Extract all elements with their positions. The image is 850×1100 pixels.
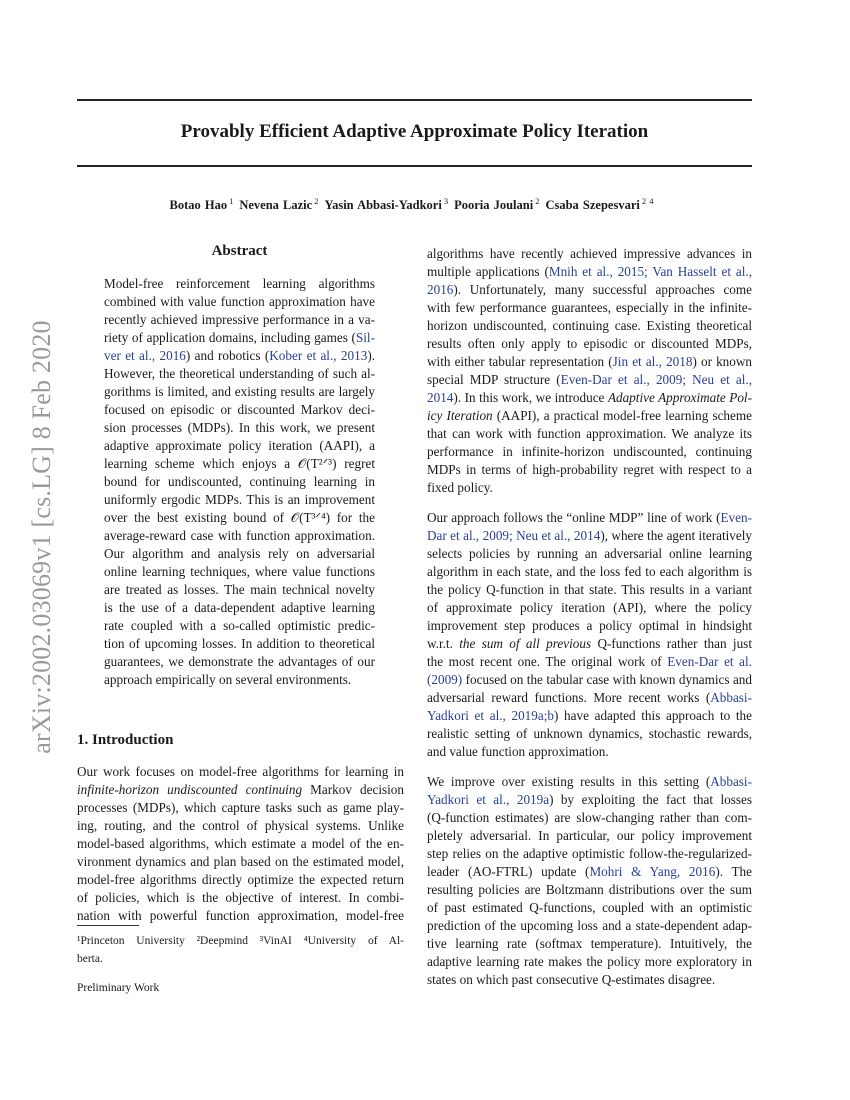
author-affiliation-mark: 3 (443, 196, 449, 206)
text-line: ver et al., 2016) and robotics (Kober et al., 2013). (104, 348, 376, 363)
text-line: that can work with function approximation. We analyze its (427, 426, 752, 441)
right-paragraph-1 (427, 245, 752, 497)
text-line: (Q-function estimates) are slow-changing rather than com- (427, 810, 752, 825)
text-line: Our work focuses on model-free algorithms for learning in (77, 764, 404, 779)
text-line: Yadkori et al., 2019a) by exploiting the fact that losses (427, 792, 752, 807)
text-line: the policy Q-function in that state. This results in a variant (427, 582, 752, 597)
text-line: processes (MDPs), which capture tasks such as game play- (77, 800, 404, 815)
text-line: algorithm in each state, and the loss fed to each algorithm is (427, 564, 752, 579)
text-line: model-based algorithms, which estimate a model of the en- (77, 836, 404, 851)
text-line: adversarial reward functions. More recent works (Abbasi- (427, 690, 752, 705)
text-line: bound for undiscounted, continuing learning in (104, 474, 375, 489)
text-line: pletely adversarial. In particular, our policy improvement (427, 828, 752, 843)
text-line: states on which past consecutive Q-estimates disagree. (427, 972, 716, 987)
abstract-body (104, 275, 375, 689)
text-line: focused on episodic or discounted Markov deci- (104, 402, 375, 417)
text-line: the most recent one. The original work of Even-Dar et al. (427, 654, 752, 669)
text-line: special MDP structure (Even-Dar et al., 2009; Neu et al., (427, 372, 752, 387)
text-line: guarantees, we demonstrate the advantages of our (104, 654, 375, 669)
author-affiliation-mark: 2 (535, 196, 540, 206)
text-line: Yadkori et al., 2019a;b) have adapted this approach to the (427, 708, 752, 723)
text-line: with either tabular representation (Jin et al., 2018) or known (427, 354, 752, 369)
text-line: recently achieved impressive performance in a va- (104, 312, 375, 327)
author-name: Botao Hao (169, 198, 228, 213)
preliminary-work-note: Preliminary Work (77, 982, 160, 994)
text-line: Our approach follows the “online MDP” line of work (Even- (427, 510, 752, 525)
text-line: ing, routing, and the control of physical systems. Unlike (77, 818, 404, 833)
text-line: realistic setting of unknown dynamics, stochastic rewards, (427, 726, 752, 741)
title-top-rule (77, 99, 752, 101)
author-name: Csaba Szepesvari (545, 198, 640, 213)
text-line: tive learning rate (softmax temperature). Intuitively, the (427, 936, 752, 951)
text-line: vironment dynamics and plan based on the estimated model, (77, 854, 404, 869)
text-line: adaptive approximate policy iteration (AAPI), a (104, 438, 375, 453)
footnote-rule (77, 925, 139, 926)
text-line: However, the theoretical understanding of such al- (104, 366, 375, 381)
text-line: approach empirically on several environments. (104, 672, 352, 687)
footnote-line-2: berta. (77, 953, 103, 965)
text-line: icy Iteration (AAPI), a practical model-free learning scheme (427, 408, 752, 423)
text-line: over the best existing bound of 𝒪(T³ᐟ⁴) for the (104, 510, 375, 525)
text-line: tion of upcoming losses. In addition to theoretical (104, 636, 375, 651)
arxiv-stamp: arXiv:2002.03069v1 [cs.LG] 8 Feb 2020 (27, 320, 56, 754)
text-line: (2009) focused on the tabular case with known dynamics and (427, 672, 752, 687)
paper-title: Provably Efficient Adaptive Approximate Policy Iteration (180, 121, 649, 142)
author-affiliation-mark: 2 4 (641, 196, 654, 206)
author-name: Pooria Joulani (454, 198, 534, 213)
text-line: with few performance guarantees, especially in the infinite- (427, 300, 752, 315)
right-paragraph-3 (427, 773, 752, 989)
text-line: Model-free reinforcement learning algorithms (104, 276, 375, 291)
text-line: learning scheme which enjoys a 𝒪(T²ᐟ³) regret (104, 456, 375, 471)
text-line: uniformly ergodic MDPs. This is an improvement (104, 492, 375, 507)
text-line: average-reward case with function approximation. (104, 528, 375, 543)
text-line: resulting policies are Boltzmann distributions over the sum (427, 882, 752, 897)
text-line: horizon undiscounted, continuing case. Existing theoretical (427, 318, 752, 333)
affiliation-footnote (77, 933, 404, 969)
text-line: of approximate policy iteration (API), where the policy (427, 600, 752, 615)
author-name: Nevena Lazic (239, 198, 313, 213)
text-line: rate coupled with a so-called optimistic predic- (104, 618, 375, 633)
text-line: Our algorithm and analysis rely on adversarial (104, 546, 375, 561)
text-line: riety of application domains, including games (Sil- (104, 330, 375, 345)
text-line: MDPs in terms of high-probability regret with respect to a (427, 462, 752, 477)
author-affiliation-mark: 2 (314, 196, 319, 206)
text-line: leader (AO-FTRL) update (Mohri & Yang, 2016). The (427, 864, 753, 879)
intro-heading: 1. Introduction (77, 732, 174, 748)
text-line: is the use of a data-dependent adaptive learning (104, 600, 375, 615)
text-line: gorithms is limited, and existing results are largely (104, 384, 375, 399)
text-line: results often only apply to episodic or discounted MDPs, (427, 336, 752, 351)
text-line: performance in infinite-horizon undiscounted, continuing (427, 444, 752, 459)
text-line: fixed policy. (427, 480, 493, 495)
text-line: infinite-horizon undiscounted continuing Markov decision (77, 782, 404, 797)
text-line: combined with value function approximation have (104, 294, 375, 309)
text-line: selects policies by running an adversarial online learning (427, 546, 752, 561)
author-affiliation-mark: 1 (229, 196, 234, 206)
text-line: and value function approximation. (427, 744, 609, 759)
text-line: 2016). Unfortunately, many successful approaches come (427, 282, 752, 297)
text-line: Dar et al., 2009; Neu et al., 2014), where the agent iteratively (427, 528, 752, 543)
text-line: multiple applications (Mnih et al., 2015; Van Hasselt et al., (427, 264, 752, 279)
text-line: of past estimated Q-functions, coupled with an optimistic (427, 900, 752, 915)
title-bottom-rule (77, 165, 752, 167)
text-line: improvement step produces a policy optimal in hindsight (427, 618, 752, 633)
author-name: Yasin Abbasi-Yadkori (324, 198, 442, 213)
text-line: step relies on the adaptive optimistic follow-the-regularized- (427, 846, 752, 861)
text-line: model-free algorithms directly optimize the expected return (77, 872, 404, 887)
text-line: algorithms have recently achieved impressive advances in (427, 246, 752, 261)
text-line: nation with powerful function approximation, model-free (77, 908, 404, 923)
abstract-heading: Abstract (211, 243, 268, 259)
right-paragraph-2 (427, 509, 752, 761)
text-line: online learning techniques, where value functions (104, 564, 375, 579)
text-line: prediction of the upcoming loss and a state-dependent adap- (427, 918, 752, 933)
text-line: are treated as losses. The main technical novelty (104, 582, 375, 597)
text-line: adaptive learning rate makes the policy more exploratory in (427, 954, 752, 969)
intro-body (77, 763, 404, 925)
footnote-line-1: ¹Princeton University ²Deepmind ³VinAI ⁴University of Al- (77, 935, 404, 947)
text-line: of policies, which is the objective of interest. In combi- (77, 890, 404, 905)
author-list (77, 196, 752, 213)
text-line: 2014). In this work, we introduce Adaptive Approximate Pol- (427, 390, 752, 405)
text-line: w.r.t. the sum of all previous Q-functions rather than just (427, 636, 752, 651)
text-line: We improve over existing results in this setting (Abbasi- (427, 774, 752, 789)
text-line: sion processes (MDPs). In this work, we present (104, 420, 375, 435)
